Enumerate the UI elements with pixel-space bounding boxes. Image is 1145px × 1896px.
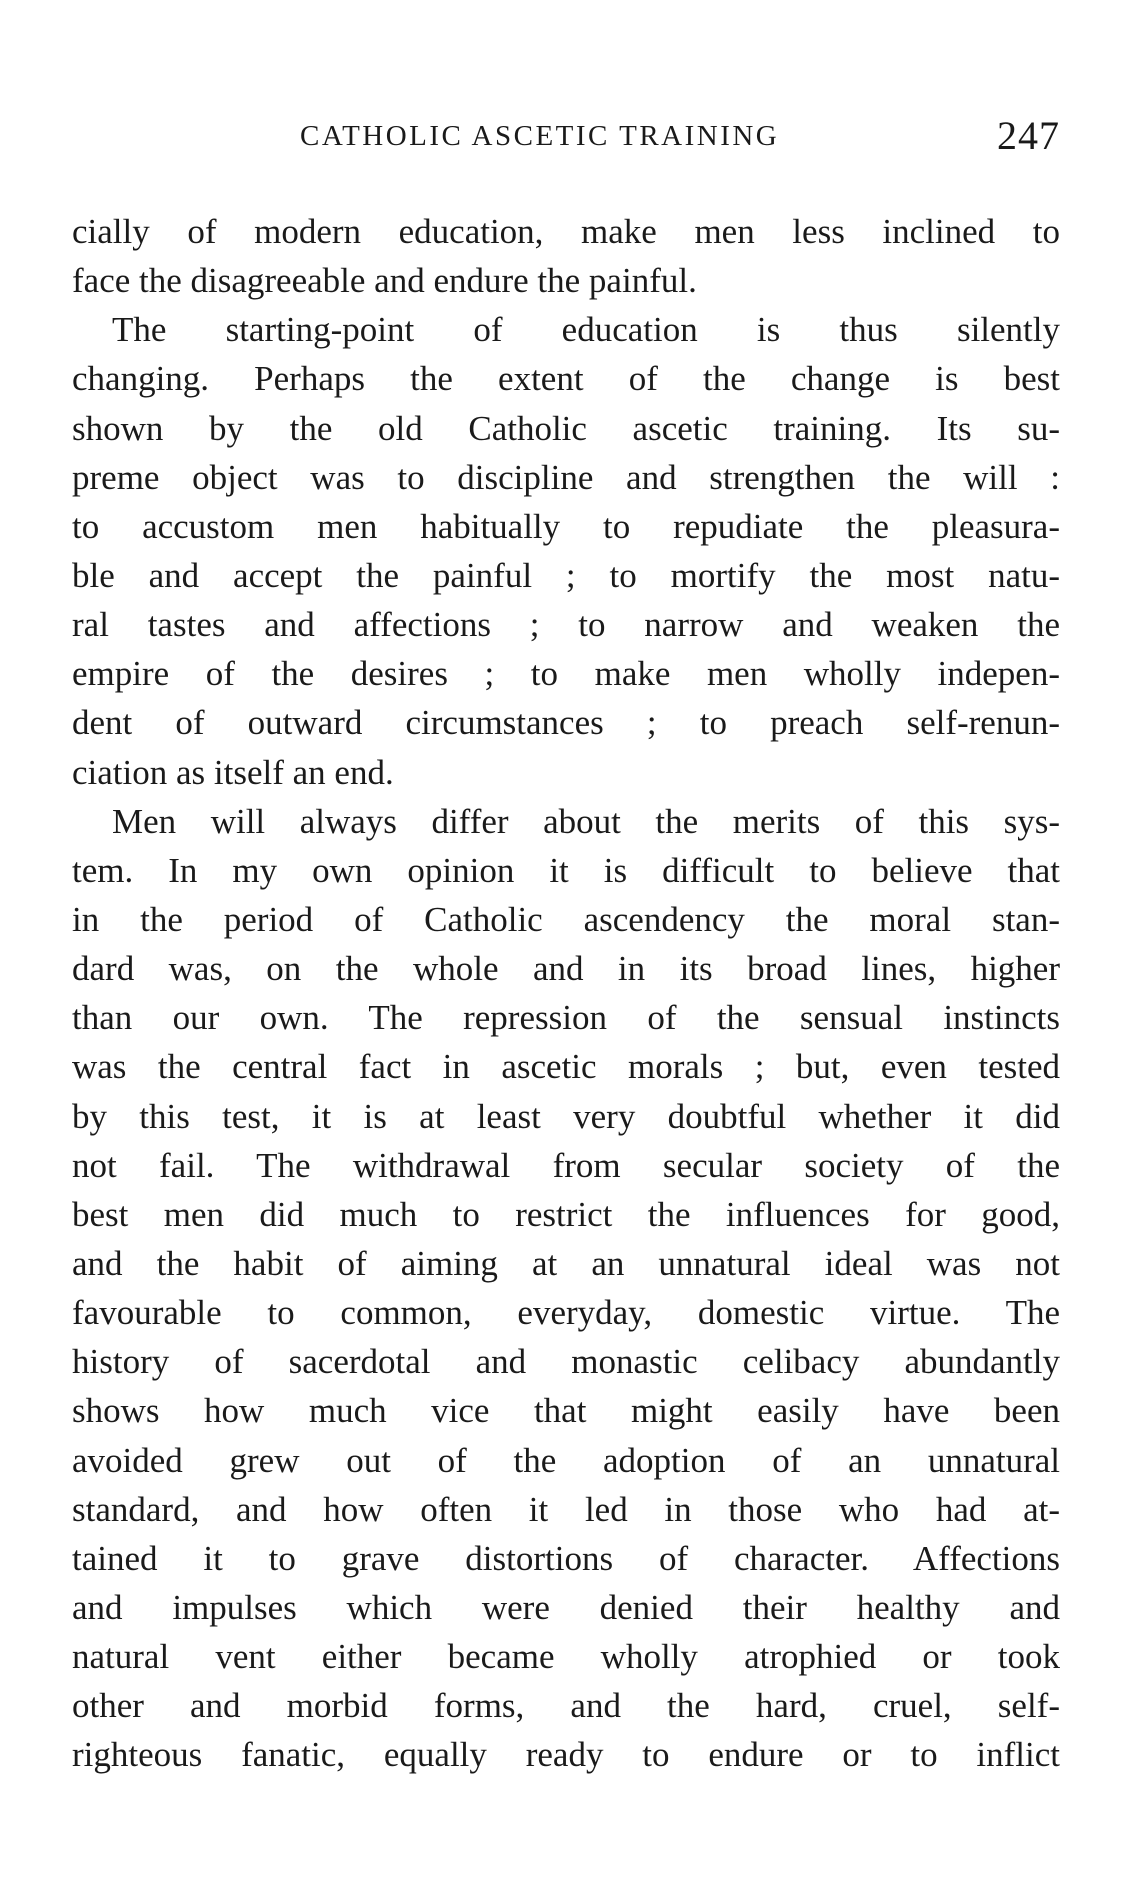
- text-line: and impulses which were denied their healthy and: [72, 1587, 1060, 1627]
- text-line: shows how much vice that might easily have been: [72, 1391, 1060, 1431]
- text-line: history of sacerdotal and monastic celibacy abundantly: [72, 1342, 1060, 1382]
- text-line: dent of outward circumstances ; to preach self-renun-: [72, 703, 1060, 743]
- running-title: CATHOLIC ASCETIC TRAINING: [300, 120, 780, 152]
- text-line: by this test, it is at least very doubtful whether it did: [72, 1096, 1060, 1136]
- text-line: tem. In my own opinion it is difficult to believe that: [72, 850, 1060, 890]
- text-line: natural vent either became wholly atrophied or took: [72, 1637, 1060, 1677]
- text-line: ral tastes and affections ; to narrow and weaken the: [72, 605, 1060, 645]
- text-line: changing. Perhaps the extent of the change is best: [72, 359, 1060, 399]
- text-line: righteous fanatic, equally ready to endure or to inflict: [72, 1735, 1060, 1775]
- text-line: avoided grew out of the adoption of an unnatural: [72, 1440, 1060, 1480]
- text-line: dard was, on the whole and in its broad lines, higher: [72, 949, 1060, 989]
- text-line: Men will always differ about the merits of this sys-: [112, 801, 1060, 841]
- text-line: was the central fact in ascetic morals ; but, even tested: [72, 1047, 1060, 1087]
- text-line: best men did much to restrict the influences for good,: [72, 1194, 1060, 1234]
- paragraph-3: [72, 797, 1060, 1780]
- text-line: face the disagreeable and endure the painful.: [72, 261, 697, 301]
- text-line: other and morbid forms, and the hard, cruel, self-: [72, 1686, 1060, 1726]
- text-line: ble and accept the painful ; to mortify the most natu-: [72, 555, 1060, 595]
- text-line: tained it to grave distortions of character. Affections: [72, 1538, 1060, 1578]
- page-number: 247: [997, 113, 1060, 158]
- body-text: [72, 207, 1060, 1780]
- text-line: not fail. The withdrawal from secular society of the: [72, 1145, 1060, 1185]
- text-line: ciation as itself an end.: [72, 752, 394, 792]
- text-line: shown by the old Catholic ascetic training. Its su-: [72, 408, 1060, 448]
- text-line: standard, and how often it led in those who had at-: [72, 1489, 1060, 1529]
- page-header: [72, 112, 1060, 162]
- text-line: The starting-point of education is thus silently: [112, 310, 1060, 350]
- text-line: in the period of Catholic ascendency the moral stan-: [72, 899, 1060, 939]
- text-line: cially of modern education, make men less inclined to: [72, 212, 1060, 251]
- text-line: and the habit of aiming at an unnatural ideal was not: [72, 1243, 1060, 1283]
- text-line: empire of the desires ; to make men wholly indepen-: [72, 654, 1060, 694]
- text-line: favourable to common, everyday, domestic virtue. The: [72, 1293, 1060, 1333]
- text-line: preme object was to discipline and strengthen the will :: [72, 457, 1060, 497]
- paragraph-2: [72, 305, 1060, 796]
- text-line: to accustom men habitually to repudiate the pleasura-: [72, 506, 1060, 546]
- text-line: than our own. The repression of the sensual instincts: [72, 998, 1060, 1038]
- paragraph-1: [72, 207, 1060, 305]
